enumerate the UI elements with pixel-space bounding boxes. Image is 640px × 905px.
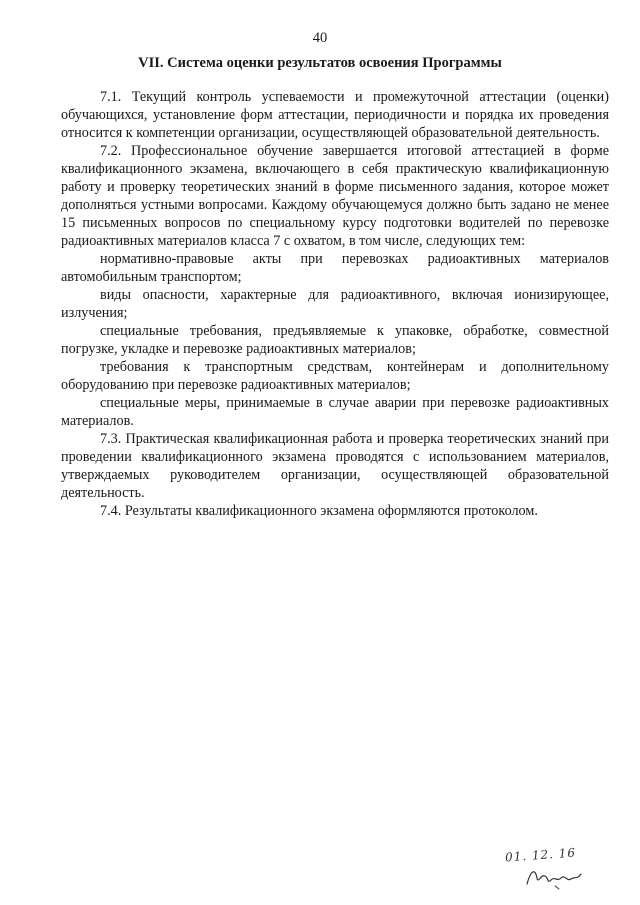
page-number: 40 <box>312 30 328 46</box>
topic-item-hazard-types: виды опасности, характерные для радиоактивного, включая ионизирующее, излучения; <box>61 287 609 321</box>
topic-item-emergency-measures: специальные меры, принимаемые в случае аварии при перевозке радиоактивных материалов. <box>61 395 609 429</box>
document-body <box>61 88 609 520</box>
paragraph-7-4: 7.4. Результаты квалификационного экзамена оформляются протоколом. <box>100 503 538 519</box>
paragraph-7-1: 7.1. Текущий контроль успеваемости и промежуточной аттестации (оценки) обучающихся, установление форм аттестации, периодичности и порядка их проведения относится к компетенции организации, осуществляющей образовательной деятельность. <box>61 89 609 141</box>
section-title: VII. Система оценки результатов освоения Программы <box>138 55 502 71</box>
paragraph-7-2: 7.2. Профессиональное обучение завершается итоговой аттестацией в форме квалификационного экзамена, включающего в себя практическую квалификационную работу и проверку теоретических знаний в форме письменного задания, которое может дополняться устными вопросами. Каждому обучающемуся должно быть задано не менее 15 письменных вопросов по специальному курсу подготовки водителей по перевозке радиоактивных материалов класса 7 с охватом, в том числе, следующих тем: <box>61 143 609 249</box>
topic-item-vehicle-requirements: требования к транспортным средствам, контейнерам и дополнительному оборудованию при перевозке радиоактивных материалов; <box>61 359 609 393</box>
handwritten-annotation <box>504 845 595 892</box>
handwritten-signature <box>525 864 585 890</box>
handwritten-date: 01. 12. 16 <box>504 845 577 865</box>
topic-item-legal-acts: нормативно-правовые акты при перевозках радиоактивных материалов автомобильным транспортом; <box>61 251 609 285</box>
paragraph-7-3: 7.3. Практическая квалификационная работа и проверка теоретических знаний при проведении квалификационного экзамена проводятся с использованием материалов, утверждаемых руководителем организации, осуществляющей образовательной деятельность. <box>61 431 609 501</box>
topic-item-special-requirements: специальные требования, предъявляемые к упаковке, обработке, совместной погрузке, укладке и перевозке радиоактивных материалов; <box>61 323 609 357</box>
